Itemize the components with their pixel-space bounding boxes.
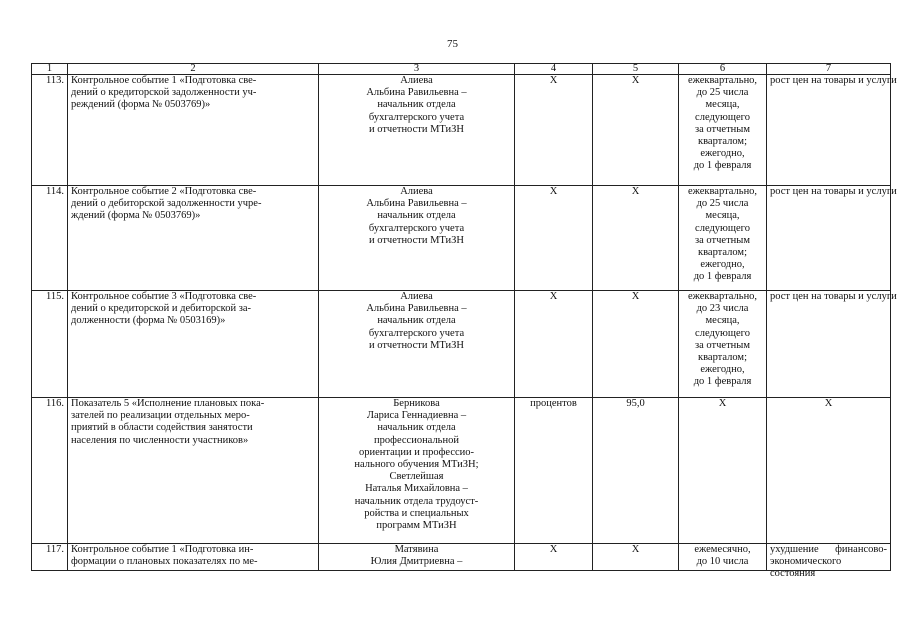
row-responsible xyxy=(319,398,515,544)
row-period xyxy=(679,291,767,398)
period-line: до 1 февраля xyxy=(693,271,752,283)
responsible-line: Светлейшая xyxy=(389,471,444,483)
period-line: ежегодно, xyxy=(700,148,745,160)
risk-line: рост цен на товары и услуги xyxy=(770,75,897,86)
header-cell: 3 xyxy=(319,64,515,75)
row-description xyxy=(68,291,319,398)
responsible-line: Алиева xyxy=(400,291,433,302)
responsible-line: ройства и специальных xyxy=(364,507,469,519)
monitoring-table xyxy=(31,63,897,580)
description-line: Контрольное событие 3 «Подготовка све- xyxy=(71,291,257,302)
period-line: следующего xyxy=(695,327,750,339)
period-line: месяца, xyxy=(705,99,740,111)
description-line: Показатель 5 «Исполнение плановых пока- xyxy=(71,398,265,409)
header-cell: 6 xyxy=(679,64,767,75)
period-line: кварталом; xyxy=(697,247,747,259)
row-description xyxy=(68,75,319,186)
row-value: 95,0 xyxy=(593,398,679,544)
period-line: ежегодно, xyxy=(700,364,745,376)
risk-line: ухудшение финансово- xyxy=(770,544,887,555)
table-row xyxy=(32,186,891,291)
period-line: до 1 февраля xyxy=(693,160,752,172)
period-line: ежеквартально, xyxy=(687,291,758,302)
period-line: следующего xyxy=(695,111,750,123)
period-line: до 1 февраля xyxy=(693,376,752,388)
row-risk xyxy=(767,544,891,580)
description-line: зателей по реализации отдельных меро- xyxy=(71,410,250,422)
risk-line: рост цен на товары и услуги xyxy=(770,186,897,197)
table-row xyxy=(32,544,891,571)
description-line: дений о кредиторской и дебиторской за- xyxy=(71,303,252,315)
row-unit: Х xyxy=(515,75,593,186)
row-period xyxy=(679,398,767,544)
responsible-line: бухгалтерского учета xyxy=(368,222,465,234)
row-period xyxy=(679,186,767,291)
row-risk xyxy=(767,398,891,544)
responsible-line: начальник отдела xyxy=(377,422,456,434)
period-line: до 25 числа xyxy=(696,87,749,99)
period-line: до 25 числа xyxy=(696,198,749,210)
period-line: ежеквартально, xyxy=(687,75,758,86)
responsible-line: профессиональной xyxy=(374,434,459,446)
period-line: месяца, xyxy=(705,315,740,327)
description-line: реждений (форма № 0503769)» xyxy=(71,99,211,111)
responsible-line: бухгалтерского учета xyxy=(368,111,465,123)
risk-line: рост цен на товары и услуги xyxy=(770,291,897,302)
risk-line: Х xyxy=(824,398,833,409)
risk-line: экономического состояния xyxy=(770,556,842,580)
row-number: 113. xyxy=(32,75,68,186)
header-cell: 7 xyxy=(767,64,891,75)
row-responsible xyxy=(319,544,515,571)
row-responsible xyxy=(319,186,515,291)
period-line: ежемесячно, xyxy=(694,544,751,555)
table-row xyxy=(32,398,891,544)
row-value: Х xyxy=(593,291,679,398)
row-number: 117. xyxy=(32,544,68,571)
responsible-line: Берникова xyxy=(393,398,440,409)
responsible-line: начальник отдела xyxy=(377,315,456,327)
row-number: 115. xyxy=(32,291,68,398)
description-line: Контрольное событие 2 «Подготовка све- xyxy=(71,186,257,197)
period-line: за отчетным xyxy=(695,339,750,351)
responsible-line: ориентации и профессио- xyxy=(358,446,475,458)
row-responsible xyxy=(319,75,515,186)
responsible-line: программ МТиЗН xyxy=(376,520,457,532)
header-cell: 1 xyxy=(32,64,68,75)
responsible-line: и отчетности МТиЗН xyxy=(368,234,465,246)
description-line: дений о кредиторской задолженности уч- xyxy=(71,87,257,99)
row-description xyxy=(68,398,319,544)
row-description xyxy=(68,544,319,571)
header-cell: 2 xyxy=(68,64,319,75)
row-risk xyxy=(767,291,897,398)
responsible-line: нального обучения МТиЗН; xyxy=(354,459,479,471)
responsible-line: Альбина Равильевна – xyxy=(366,198,467,210)
responsible-line: начальник отдела xyxy=(377,99,456,111)
header-cell: 4 xyxy=(515,64,593,75)
row-risk xyxy=(767,186,897,291)
responsible-line: начальник отдела xyxy=(377,210,456,222)
row-unit: процентов xyxy=(515,398,593,544)
row-responsible xyxy=(319,291,515,398)
period-line: кварталом; xyxy=(697,136,747,148)
row-unit: Х xyxy=(515,186,593,291)
description-line: Контрольное событие 1 «Подготовка све- xyxy=(71,75,257,86)
header-cell: 5 xyxy=(593,64,679,75)
period-line: до 10 числа xyxy=(696,556,749,568)
description-line: приятий в области содействия занятости xyxy=(71,422,253,434)
responsible-line: и отчетности МТиЗН xyxy=(368,339,465,351)
period-line: за отчетным xyxy=(695,234,750,246)
responsible-line: Наталья Михайловна – xyxy=(365,483,468,495)
description-line: долженности (форма № 0503169)» xyxy=(71,315,226,327)
table-row xyxy=(32,75,891,186)
responsible-line: Матявина xyxy=(394,544,439,555)
row-number: 116. xyxy=(32,398,68,544)
page-number: 75 xyxy=(447,38,458,50)
row-value: Х xyxy=(593,186,679,291)
period-line: месяца, xyxy=(705,210,740,222)
description-line: Контрольное событие 1 «Подготовка ин- xyxy=(71,544,254,555)
period-line: ежегодно, xyxy=(700,259,745,271)
description-line: ждений (форма № 0503769)» xyxy=(71,210,201,222)
description-line: формации о плановых показателях по ме- xyxy=(71,556,258,568)
responsible-line: Алиева xyxy=(400,75,433,86)
row-period xyxy=(679,544,767,571)
table-row xyxy=(32,291,891,398)
row-value: Х xyxy=(593,544,679,571)
row-number: 114. xyxy=(32,186,68,291)
row-unit: Х xyxy=(515,291,593,398)
row-risk xyxy=(767,75,897,186)
description-line: населения по численности участников» xyxy=(71,434,249,446)
row-description xyxy=(68,186,319,291)
row-unit: Х xyxy=(515,544,593,571)
responsible-line: начальник отдела трудоуст- xyxy=(354,495,479,507)
responsible-line: Альбина Равильевна – xyxy=(366,87,467,99)
row-value: Х xyxy=(593,75,679,186)
responsible-line: Алиева xyxy=(400,186,433,197)
period-line: до 23 числа xyxy=(696,303,749,315)
period-line: за отчетным xyxy=(695,123,750,135)
responsible-line: Юлия Дмитриевна – xyxy=(370,556,463,568)
row-period xyxy=(679,75,767,186)
period-line: ежеквартально, xyxy=(687,186,758,197)
period-line: Х xyxy=(718,398,727,409)
responsible-line: Лариса Геннадиевна – xyxy=(366,410,467,422)
responsible-line: бухгалтерского учета xyxy=(368,327,465,339)
period-line: кварталом; xyxy=(697,352,747,364)
header-row xyxy=(32,64,891,75)
description-line: дений о дебиторской задолженности учре- xyxy=(71,198,262,210)
responsible-line: и отчетности МТиЗН xyxy=(368,123,465,135)
responsible-line: Альбина Равильевна – xyxy=(366,303,467,315)
period-line: следующего xyxy=(695,222,750,234)
